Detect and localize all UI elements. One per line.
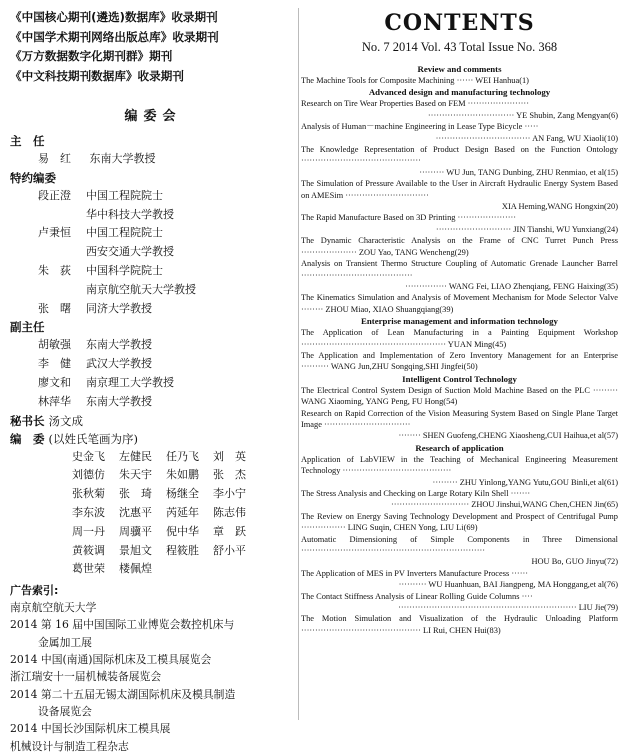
member-name: 倪中华 xyxy=(166,524,199,538)
toc-entry xyxy=(301,385,618,408)
member-name: 周一丹 xyxy=(72,524,105,538)
toc-entry-author: ··············· WANG Fei, LIAO Zhenqiang, FENG Haixing(35) xyxy=(405,281,618,291)
member-name: 葛世荣 xyxy=(72,562,105,576)
toc-entry xyxy=(301,568,618,591)
toc-entry-author: ·········· WU Huanhuan, BAI Jiangpeng, MA Honggang,et al(76) xyxy=(398,580,618,590)
toc-entry-author: ······························· YE Shubin, Zang Mengyan(6) xyxy=(427,110,618,120)
members-grid-row xyxy=(10,542,296,561)
person-name: 李 健 xyxy=(38,357,71,371)
toc-entry-title: Analysis of Human－machine Engineering in Lease Type Bicycle ····· xyxy=(301,122,539,132)
index-lines xyxy=(10,8,296,86)
members-grid-row xyxy=(10,485,296,504)
member-name: 杨继全 xyxy=(166,487,199,501)
toc-entry-author: ········ SHEN Guofeng,CHENG Xiaosheng,CUI Haihua,et al(57) xyxy=(398,431,618,441)
toc-entry-author: HOU Bo, GUO Jinyu(72) xyxy=(531,557,618,567)
ad-line: 机械设计与制造工程杂志 xyxy=(10,739,129,753)
toc-entry xyxy=(301,178,618,212)
index-line: 《万方数据数字化期刊群》期刊 xyxy=(10,49,173,63)
members-grid-row xyxy=(10,523,296,542)
person-name: 廖文和 xyxy=(38,375,71,389)
toc-section-heading: Research of application xyxy=(415,442,504,453)
member-name: 刘德仿 xyxy=(72,468,105,482)
toc-entry-title: Analysis on Transient Thermo Structure Coupling of Automatic Grenade Launcher Barrel ········································ xyxy=(301,259,618,280)
member-name: 黄筱调 xyxy=(72,543,105,557)
member-name: 朱如鹏 xyxy=(166,468,199,482)
member-name: 芮延年 xyxy=(166,505,199,519)
toc-entry-title: The Review on Energy Saving Technology Development and Prospect of Centrifugal Pump ················ LING Suqin, CHEN Yong, LIU Li(69) xyxy=(301,511,618,533)
toc-section-heading: Review and comments xyxy=(417,64,502,74)
members-grid-row xyxy=(10,466,296,485)
toc-entry-author: ···························· ZHOU Jinshui,WANG Chen,CHEN Jin(65) xyxy=(391,500,618,510)
issue-line: No. 7 2014 Vol. 43 Total Issue No. 368 xyxy=(361,40,558,54)
member-name: 沈惠平 xyxy=(119,505,152,519)
secretary-row xyxy=(10,412,296,430)
members-grid-row xyxy=(10,504,296,523)
ad-line: 2014 中国(南通)国际机床及工模具展览会 xyxy=(10,653,212,667)
toc-entry-title: Application of LabVIEW in the Teaching of Mechanical Engineering Measurement Technology ······································· xyxy=(301,454,618,476)
advisors-label: 特约编委 xyxy=(10,170,56,185)
person-title: 中国工程院院士 xyxy=(86,226,163,240)
advisor-row xyxy=(10,262,296,281)
index-line: 《中国核心期刊(遴选)数据库》收录期刊 xyxy=(10,10,218,24)
advisor-title-row: 南京航空航天大学教授 xyxy=(86,282,196,296)
person-name: 林萍华 xyxy=(38,394,71,408)
toc-entry xyxy=(301,350,618,373)
toc-entry xyxy=(301,511,618,534)
toc-entry xyxy=(301,591,618,614)
toc-entry xyxy=(301,258,618,292)
person-name: 易 红 xyxy=(38,152,71,165)
toc-entry-title: The Simulation of Pressure Available to the User in Aircraft Hydraulic Energy System Based on AMESim ······························ xyxy=(301,179,618,200)
advisor-title-row: 西安交通大学教授 xyxy=(86,245,174,259)
member-name: 刘 英 xyxy=(213,449,246,463)
member-name: 周骥平 xyxy=(119,524,152,538)
editorial-column xyxy=(10,8,296,755)
toc-entry-title: The Kinematics Simulation and Analysis of Movement Mechanism for Mode Selector Valve ········ ZHOU Miao, XIAO Shuangqiang(39) xyxy=(301,293,618,314)
toc-entry-author: ·································· AN Fang, WU Xiaoli(10) xyxy=(435,133,618,143)
toc-entry-author: ··························· JIN Tianshi, WU Yunxiang(24) xyxy=(435,224,618,234)
advisor-title-row: 华中科技大学教授 xyxy=(86,207,174,221)
members-row xyxy=(10,430,296,448)
toc-entry xyxy=(301,488,618,511)
deputy-row xyxy=(10,336,296,355)
toc-entry-title: The Motion Simulation and Visualization of the Hydraulic Unloading Platform ··········································· LI Rui, CHEN Hui(83) xyxy=(301,614,618,635)
ad-line: 南京航空航天大学 xyxy=(10,601,97,615)
person-title: 中国工程院院士 xyxy=(86,188,163,202)
members-grid-row xyxy=(10,560,296,579)
toc-entry-title: The Stress Analysis and Checking on Large Rotary Kiln Shell ······· xyxy=(301,489,531,498)
advisor-row xyxy=(10,300,296,319)
index-line: 《中国学术期刊网络出版总库》收录期刊 xyxy=(10,29,219,44)
person-name: 朱 荻 xyxy=(38,263,71,277)
member-name: 李东波 xyxy=(72,505,105,519)
member-name: 李小宁 xyxy=(213,487,246,501)
toc-entry-author: ································································ LIU Jie(79) xyxy=(398,603,618,613)
toc-list xyxy=(301,63,618,636)
members-note: (以姓氏笔画为序) xyxy=(48,431,138,446)
person-name: 段正澄 xyxy=(38,188,71,202)
members-label: 编 委 xyxy=(10,431,45,446)
member-name: 景旭文 xyxy=(119,543,152,557)
toc-entry xyxy=(301,144,618,178)
ads-title: 广告索引: xyxy=(10,584,59,598)
toc-entry xyxy=(301,98,618,121)
toc-entry-title: The Dynamic Characteristic Analysis on the Frame of CNC Turret Punch Press ···················· ZOU Yao, TANG Wencheng(29) xyxy=(301,236,618,257)
toc-entry-title: The Application of Lean Manufacturing in a Painting Equipment Workshop ···················································· YUAN Ming(45) xyxy=(301,328,618,349)
member-name: 章 跃 xyxy=(213,524,246,538)
member-name: 程筱胜 xyxy=(166,543,199,557)
person-title: 东南大学教授 xyxy=(89,152,156,165)
toc-section-heading: Advanced design and manufacturing technology xyxy=(368,87,551,98)
person-title: 武汉大学教授 xyxy=(86,357,152,371)
toc-entry-author: ········· WU Jun, TANG Dunbing, ZHU Renmiao, et al(15) xyxy=(419,167,618,177)
toc-entry-author: ········· ZHU Yinlong,YANG Yutu,GOU Binli,et al(61) xyxy=(432,477,618,487)
person-title: 中国科学院院士 xyxy=(86,263,163,277)
board-title: 编委会 xyxy=(124,109,182,124)
members-grid-row xyxy=(10,448,296,467)
ad-line: 2014 中国长沙国际机床工模具展 xyxy=(10,722,171,736)
director-label: 主 任 xyxy=(10,134,45,148)
toc-entry xyxy=(301,292,618,315)
ad-line: 2014 第二十五届无锡太湖国际机床及模具制造 xyxy=(10,687,236,701)
person-name: 卢秉恒 xyxy=(38,226,71,240)
toc-entry xyxy=(301,235,618,258)
secretary-name: 汤文成 xyxy=(48,413,84,428)
member-name: 朱天宇 xyxy=(119,468,152,482)
column-divider xyxy=(298,8,299,720)
index-line: 《中文科技期刊数据库》收录期刊 xyxy=(10,68,184,83)
member-name: 舒小平 xyxy=(213,543,246,557)
deputy-row xyxy=(10,393,296,412)
deputy-row xyxy=(10,355,296,374)
toc-entry-title: The Contact Stiffness Analysis of Linear Rolling Guide Columns ···· xyxy=(301,591,533,601)
deputy-label: 副主任 xyxy=(10,320,45,335)
member-name: 陈志伟 xyxy=(213,505,246,519)
person-name: 张 曙 xyxy=(38,301,71,315)
toc-entry-author: XIA Heming,WANG Hongxin(20) xyxy=(501,202,618,212)
contents-title: CONTENTS xyxy=(384,10,535,36)
toc-entry-title: Automatic Dimensioning of Simple Components in Three Dimensional ·································································· xyxy=(301,534,618,556)
person-title: 东南大学教授 xyxy=(86,394,152,408)
toc-entry-title: The Application of MES in PV Inverters Manufacture Process ······ xyxy=(301,568,529,578)
ad-line: 浙江瑞安十一届机械装备展览会 xyxy=(10,670,162,684)
toc-entry xyxy=(301,75,618,86)
ad-line: 金属加工展 xyxy=(38,635,92,649)
member-name: 史金飞 xyxy=(72,449,105,463)
toc-entry xyxy=(301,408,618,442)
secretary-label: 秘书长 xyxy=(10,413,45,428)
toc-entry-title: The Electrical Control System Design of Suction Mold Machine Based on the PLC ········· WANG Xiaoming, YANG Peng, FU Hong(54) xyxy=(301,385,618,407)
toc-entry-title: The Machine Tools for Composite Machining xyxy=(301,76,455,85)
toc-section-heading: Intelligent Control Technology xyxy=(402,373,517,384)
person-title: 南京理工大学教授 xyxy=(86,375,174,389)
deputy-row xyxy=(10,374,296,393)
member-name: 张秋菊 xyxy=(72,487,105,501)
toc-entry xyxy=(301,212,618,235)
member-name: 左健民 xyxy=(119,449,152,463)
person-name: 胡敏强 xyxy=(38,338,71,352)
toc-section-heading: Enterprise management and information technology xyxy=(361,316,558,327)
ad-line: 设备展览会 xyxy=(38,704,92,718)
toc-entry-title: Research on Rapid Correction of the Vision Measuring System Based on Single Plane Target Image ······························· xyxy=(301,408,618,429)
toc-entry-title: Research on Tire Wear Properties Based on FEM ······················ xyxy=(301,99,529,109)
toc-entry-author: ······ WEI Hanhua(1) xyxy=(456,76,529,85)
ad-line: 2014 第 16 届中国国际工业博览会数控机床与 xyxy=(10,618,235,632)
toc-entry xyxy=(301,327,618,350)
toc-entry xyxy=(301,454,618,488)
member-name: 任乃飞 xyxy=(166,449,199,463)
person-title: 东南大学教授 xyxy=(86,338,152,352)
member-name: 张 杰 xyxy=(213,468,246,482)
contents-column xyxy=(301,10,618,636)
toc-entry-title: The Knowledge Representation of Product Design Based on the Function Ontology ··········································· xyxy=(301,145,618,166)
member-name: 楼佩煌 xyxy=(119,562,152,576)
director-row xyxy=(10,150,296,169)
toc-entry-title: The Application and Implementation of Zero Inventory Management for an Enterprise ·········· WANG Jun,ZHU Songqing,SHI Jingfei(50) xyxy=(301,350,618,372)
toc-entry-title: The Rapid Manufacture Based on 3D Printing ····················· xyxy=(301,213,517,223)
toc-entry xyxy=(301,613,618,636)
advisor-row xyxy=(10,187,296,206)
person-title: 同济大学教授 xyxy=(86,301,152,315)
toc-entry xyxy=(301,121,618,144)
advisor-row xyxy=(10,224,296,243)
toc-entry xyxy=(301,534,618,568)
member-name: 张 琦 xyxy=(119,487,152,501)
